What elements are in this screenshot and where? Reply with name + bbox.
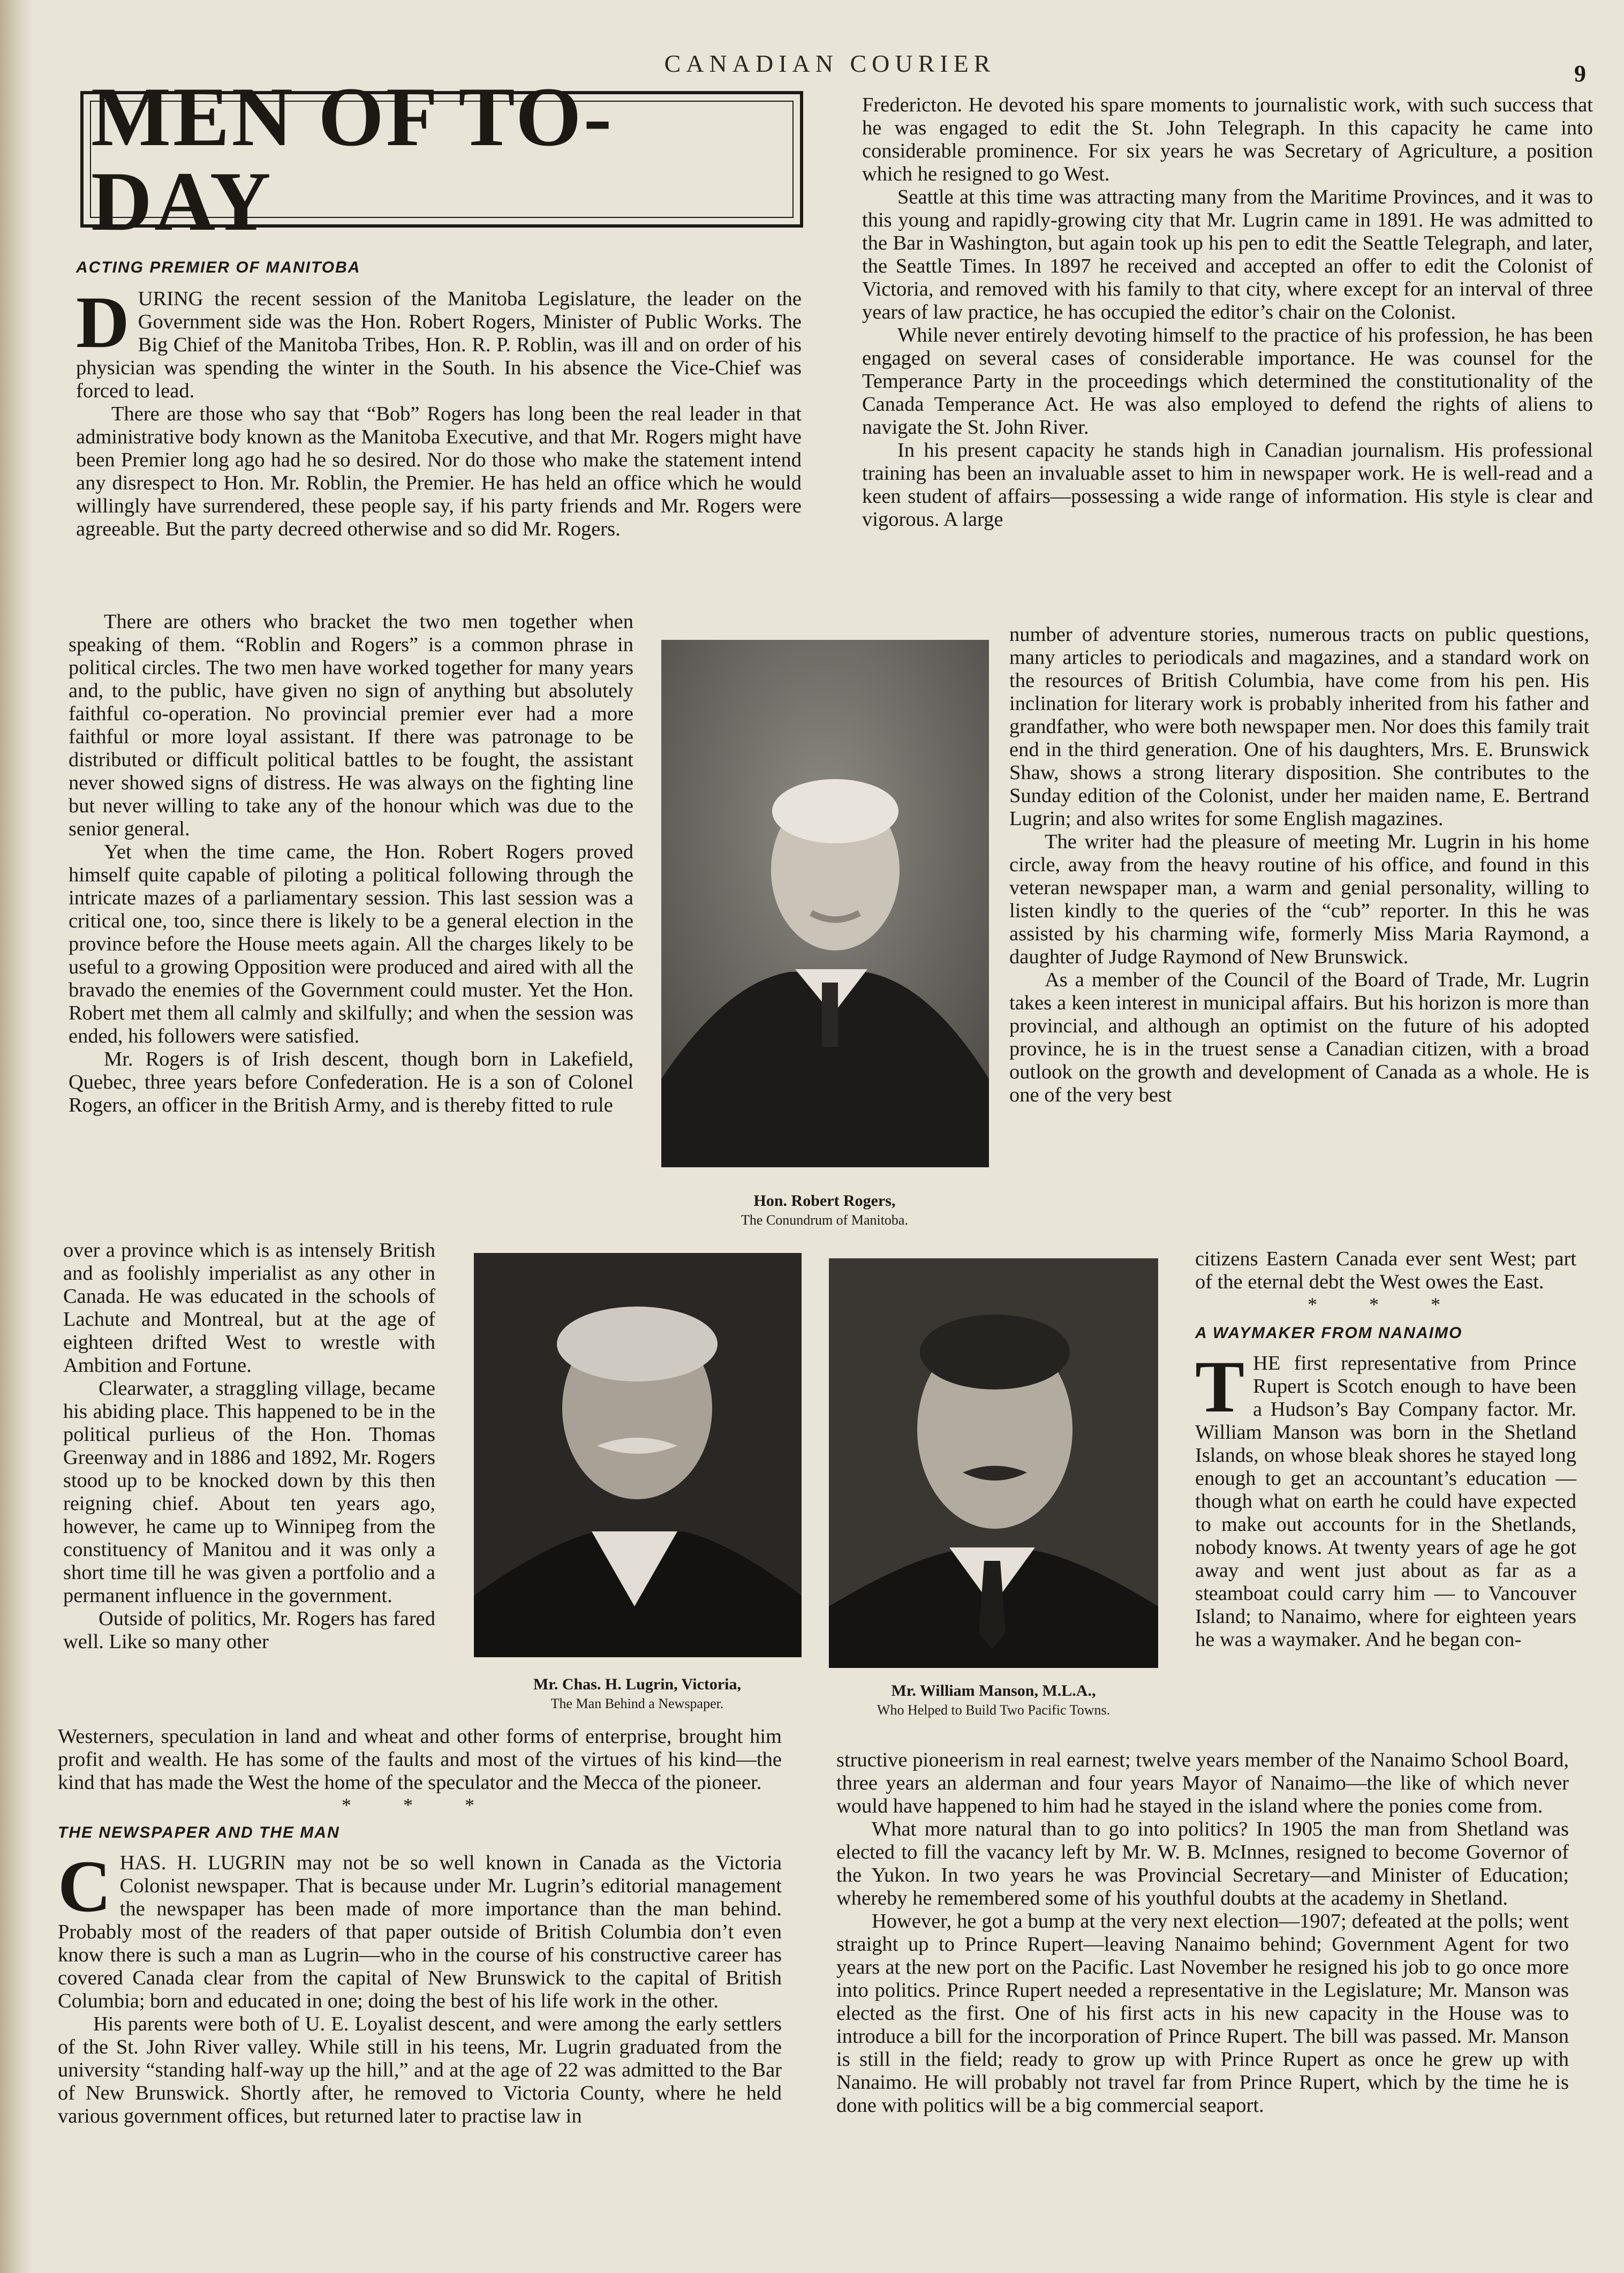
- paragraph: Outside of politics, Mr. Rogers has fared well. Like so many other: [63, 1607, 435, 1653]
- article-lugrin-right-narrow: [1009, 623, 1589, 1107]
- paragraph: Clearwater, a straggling village, became his abiding place. This happened to be in the political purlieus of the Hon. Thomas Greenway and in 1886 and 1892, Mr. Rogers stood up to be knocked down by this then reigning chief. About ten years ago, however, he came up to Winnipeg from the constituency of Manitou and it was only a short time till he was given a portfolio and a permanent influence in the government.: [63, 1377, 435, 1607]
- caption-name: Mr. Chas. H. Lugrin, Victoria,: [533, 1675, 742, 1693]
- paragraph: THE first representative from Prince Rupert is Scotch enough to have been a Hudson’s Bay Company factor. Mr. William Manson was born in the Shetland Islands, on whose bleak shores he stayed long enough to get an accountant’s education — though what on earth he could have expected to make out accounts for in the Shetlands, nobody knows. At twenty years of age he got away and went just about as far as a steamboat could carry him — to Vancouver Island; to Nanaimo, where for eighteen years he was a waymaker. And he began con-: [1195, 1346, 1576, 1651]
- article-rogers-narrower: [63, 1239, 435, 1653]
- section-heading-manson: A WAYMAKER FROM NANAIMO: [1195, 1324, 1463, 1342]
- paragraph: DURING the recent session of the Manitoba Legislature, the leader on the Government side was the Hon. Robert Rogers, Minister of Public Works. The Big Chief of the Manitoba Tribes, Hon. R. P. Roblin, was ill and on order of his physician was spending the winter in the South. In his absence the Vice-Chief was forced to lead.: [76, 281, 802, 402]
- portrait-image: [661, 640, 989, 1167]
- paragraph: Yet when the time came, the Hon. Robert Rogers proved himself quite capable of piloting a political following through the intricate mazes of a parliamentary session. This last session was a critical one, too, since there is likely to be a general election in the province before the House meets again. All the charges likely to be useful to a growing Opposition were produced and aired with all the bravado the enemies of the Government could muster. Yet the Hon. Robert met them all calmly and skilfully; and when the session was ended, his followers were satisfied.: [69, 841, 633, 1047]
- masthead-box: [80, 70, 803, 248]
- section-divider-stars: * * *: [1308, 1294, 1464, 1315]
- paragraph: Mr. Rogers is of Irish descent, though born in Lakefield, Quebec, three years before Confederation. He is a son of Colonel Rogers, an officer in the British Army, and is thereby fitted to rule: [69, 1048, 633, 1116]
- article-rogers-end: [58, 1725, 782, 2128]
- photo-chas-lugrin: [474, 1253, 802, 1657]
- caption-rogers: [659, 1191, 991, 1230]
- article-rogers-narrow: [69, 610, 633, 1117]
- caption-lugrin: [471, 1675, 803, 1713]
- paragraph: As a member of the Council of the Board of Trade, Mr. Lugrin takes a keen interest in municipal affairs. But his horizon is more than provincial, and although an optimist on the future of his adopted province, he is in the truest sense a Canadian citizen, with a broad outlook on the growth and development of Canada as a whole. He is one of the very best: [1009, 969, 1589, 1106]
- paragraph: What more natural than to go into politics? In 1905 the man from Shetland was elected to fill the vacancy left by Mr. W. B. McInnes, resigned to become Governor of the Yukon. In two years he was Provincial Secretary—and Minister of Education; whereby he remembered some of his youthful doubts at the academy in Shetland.: [836, 1818, 1569, 1909]
- caption-subtitle: Who Helped to Build Two Pacific Towns.: [877, 1702, 1111, 1718]
- page-number: 9: [1574, 61, 1586, 87]
- paragraph: Westerners, speculation in land and wheat and other forms of enterprise, brought him profit and wealth. He has some of the faults and most of the virtues of his kind—the kind that has made the West the home of the speculator and the Mecca of the pioneer.: [58, 1725, 782, 1794]
- paragraph: His parents were both of U. E. Loyalist descent, and were among the early settlers of the St. John River valley. While still in his teens, Mr. Lugrin graduated from the university “standing half-way up the hill,” and at the age of 22 was admitted to the Bar of New Brunswick. Shortly after, he removed to Victoria County, where he held various government offices, but returned later to practise law in: [58, 2013, 782, 2127]
- portrait-image: [829, 1258, 1158, 1668]
- paragraph: structive pioneerism in real earnest; twelve years member of the Nanaimo School Board, three years an alderman and four years Mayor of Nanaimo—the like of which never would have happened to him had he stayed in the island where the ponies come from.: [836, 1749, 1569, 1817]
- caption-subtitle: The Conundrum of Manitoba.: [741, 1212, 908, 1228]
- paragraph: citizens Eastern Canada ever sent West; part of the eternal debt the West owes the East.: [1195, 1248, 1576, 1293]
- caption-subtitle: The Man Behind a Newspaper.: [550, 1696, 724, 1711]
- caption-name: Hon. Robert Rogers,: [753, 1192, 896, 1210]
- section-heading-lugrin: THE NEWSPAPER AND THE MAN: [58, 1824, 340, 1841]
- drop-cap: D: [76, 281, 130, 363]
- running-head: CANADIAN COURIER: [664, 50, 996, 77]
- paragraph: There are others who bracket the two men together when speaking of them. “Roblin and Rogers” is a common phrase in political circles. The two men have worked together for many years and, to the public, have given no sign of anything but absolutely faithful co-operation. No provincial premier ever had a more faithful or more loyal assistant. If there was patronage to be distributed or difficult political battles to be fought, the assistant never showed signs of distress. He was always on the fighting line but never willing to take any of the honour which was due to the senior general.: [69, 610, 633, 840]
- paragraph: In his present capacity he stands high in Canadian journalism. His professional training has been an invaluable asset to him in newspaper work. He is well-read and a keen student of affairs—possessing a wide range of information. His style is clear and vigorous. A large: [862, 439, 1593, 531]
- photo-robert-rogers: [661, 640, 989, 1167]
- section-divider-stars: * * *: [342, 1794, 498, 1816]
- paragraph: While never entirely devoting himself to the practice of his profession, he has been engaged on several cases of considerable importance. He was counsel for the Temperance Party in the proceedings which determined the constitutionality of the Canada Temperance Act. He was also employed to defend the rights of aliens to navigate the St. John River.: [862, 324, 1593, 439]
- paragraph: Fredericton. He devoted his spare moments to journalistic work, with such success that he was engaged to edit the St. John Telegraph. In this capacity he came into considerable prominence. For six years he was Secretary of Agriculture, a position which he resigned to go West.: [862, 94, 1593, 185]
- masthead-inner-rule: [90, 70, 794, 248]
- portrait-image: [474, 1253, 802, 1657]
- drop-cap: C: [58, 1845, 111, 1927]
- paragraph: There are those who say that “Bob” Rogers has long been the real leader in that administrative body known as the Manitoba Executive, and that Mr. Rogers might have been Premier long ago had he so desired. Nor do those who make the statement intend any disrespect to Hon. Mr. Roblin, the Premier. He has held an office which he would willingly have surrendered, these people say, if his party friends and Mr. Rogers were agreeable. But the party decreed otherwise and so did Mr. Rogers.: [76, 403, 802, 540]
- paragraph: The writer had the pleasure of meeting Mr. Lugrin in his home circle, away from the heavy routine of his office, and found in this veteran newspaper man, a warm and genial personality, willing to listen kindly to the queries of the “cub” reporter. In this he was assisted by his charming wife, formerly Miss Maria Raymond, a daughter of Judge Raymond of New Brunswick.: [1009, 830, 1589, 968]
- paragraph: CHAS. H. LUGRIN may not be so well known in Canada as the Victoria Colonist newspaper. That is because under Mr. Lugrin’s editorial management the newspaper has been made of more importance than the man behind. Probably most of the readers of that paper outside of British Columbia don’t even know there is such a man as Lugrin—who in the course of his constructive career has covered Canada clear from the capital of New Brunswick to the capital of British Columbia; born and educated in one; doing the best of his life work in the other.: [58, 1845, 782, 2012]
- caption-manson: [826, 1681, 1161, 1720]
- article-manson-narrow: [1195, 1248, 1576, 1651]
- paragraph: Seattle at this time was attracting many from the Maritime Provinces, and it was to this young and rapidly-growing city that Mr. Lugrin came in 1891. He was admitted to the Bar in Washington, but again took up his pen to edit the Seattle Telegraph, and later, the Seattle Times. In 1897 he received and accepted an offer to edit the Colonist of Victoria, and removed with his family to that city, where except for an interval of three years of law practice, he has occupied the editor’s chair on the Colonist.: [862, 186, 1593, 323]
- masthead-title: MEN OF TO-DAY: [91, 70, 614, 248]
- section-heading-rogers: ACTING PREMIER OF MANITOBA: [76, 259, 361, 276]
- page-binding-edge: [0, 0, 32, 2273]
- paragraph: However, he got a bump at the very next election—1907; defeated at the polls; went straight up to Prince Rupert—leaving Nanaimo behind; Government Agent for two years at the new port on the Pacific. Last November he resigned his job to go once more into politics. Prince Rupert needed a representative in the Legislature; Mr. Manson was elected as the first. One of his first acts in his new capacity in the House was to introduce a bill for the incorporation of Prince Rupert. The bill was passed. Mr. Manson is still in the field; ready to grow up with Prince Rupert as once he grew up with Nanaimo. He will probably not travel far from Prince Rupert, which by the time he is done with politics will be a big commercial seaport.: [836, 1910, 1569, 2117]
- drop-cap: T: [1195, 1346, 1245, 1428]
- article-rogers-top: [76, 256, 802, 541]
- article-manson-bottom: [836, 1749, 1569, 2117]
- photo-william-manson: [829, 1258, 1158, 1668]
- paragraph: number of adventure stories, numerous tracts on public questions, many articles to periodicals and magazines, and a standard work on the resources of British Columbia, have come from his pen. His inclination for literary work is probably inherited from his father and grandfather, who were both newspaper men. Nor does this family trait end in the third generation. One of his daughters, Mrs. E. Brunswick Shaw, shows a strong literary disposition. She contributes to the Sunday edition of the Colonist, under her maiden name, E. Bertrand Lugrin; and also writes for some English magazines.: [1009, 623, 1589, 830]
- paragraph: over a province which is as intensely British and as foolishly imperialist as any other in Canada. He was educated in the schools of Lachute and Montreal, but at the age of eighteen drifted West to wrestle with Ambition and Fortune.: [63, 1239, 435, 1377]
- caption-name: Mr. William Manson, M.L.A.,: [891, 1682, 1096, 1700]
- article-lugrin-right-top: [862, 94, 1593, 531]
